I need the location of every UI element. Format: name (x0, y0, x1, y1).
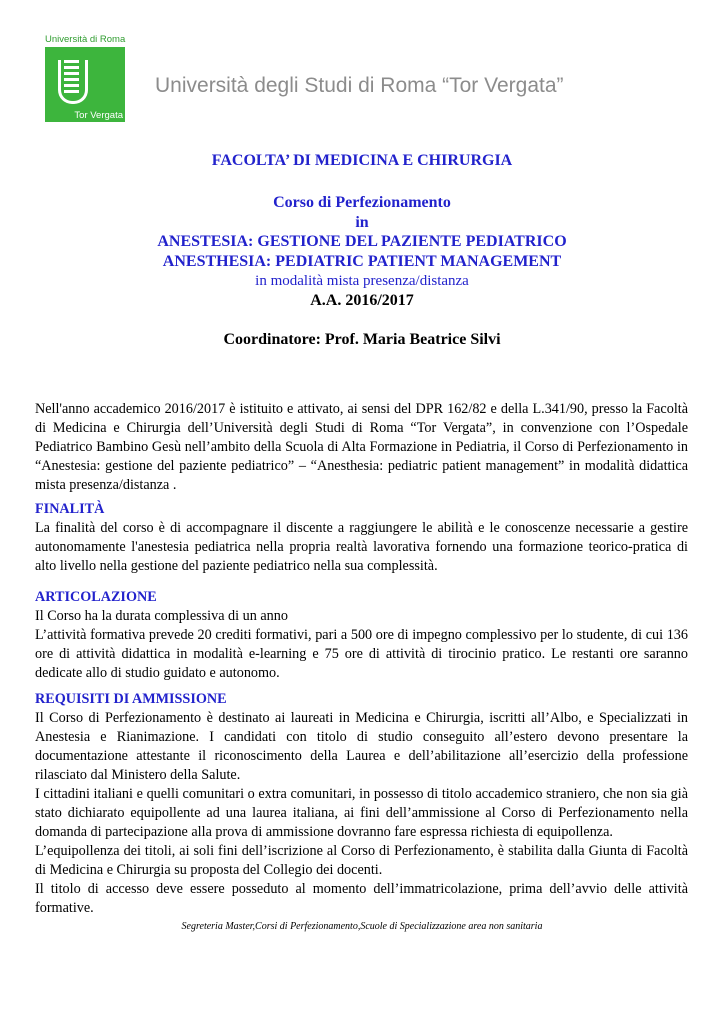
course-title-en: ANESTHESIA: PEDIATRIC PATIENT MANAGEMENT (162, 253, 562, 270)
coordinator: Coordinatore: Prof. Maria Beatrice Silvi (223, 331, 501, 348)
requisiti-text-1: Il Corso di Perfezionamento è destinato ai laureati in Medicina e Chirurgia, iscritti all’Albo, e Specializzati in Anestesia e Rianimazione. I candidati con titolo di studio conseguito all’estero devono presentare la documentazione attestante il riconoscimento della Laurea e dell’abilitazione all’esercizio della professione rilasciato dal Ministero della Salute. (35, 710, 688, 783)
section-articolazione (35, 588, 688, 683)
finalita-text: La finalità del corso è di accompagnare il discente a raggiungere le abilità e le conoscenze necessarie a gestire autonomamente l'anestesia pediatrica nella propria realtà lavorativa fornendo una formazione teorico-pratica di alto livello nella gestione del paziente pediatrico nella sua complessità. (35, 520, 688, 574)
faculty-title: FACOLTA’ DI MEDICINA E CHIRURGIA (211, 152, 513, 169)
logo-emblem (45, 47, 125, 122)
university-title: Università degli Studi di Roma “Tor Vergata” (155, 74, 564, 97)
section-title-requisiti: REQUISITI DI AMMISSIONE (35, 691, 227, 707)
requisiti-text-2: I cittadini italiani e quelli comunitari o extra comunitari, in possesso di titolo accademico straniero, che non sia già stato dichiarato equipollente ad una laurea italiana, ai fini dell’ammissione al Corso di Perfezionamento nella domanda di partecipazione alla prova di ammissione dovranno fare espressa richiesta di equipollenza. (35, 786, 688, 840)
section-finalita (35, 500, 688, 576)
articolazione-text-1: Il Corso ha la durata complessiva di un anno (35, 608, 288, 624)
course-in: in (355, 214, 369, 231)
course-title-it: ANESTESIA: GESTIONE DEL PAZIENTE PEDIATRICO (157, 233, 567, 250)
requisiti-text-4: Il titolo di accesso deve essere posseduto al momento dell’immatricolazione, prima dell’avvio delle attività formative. (35, 881, 688, 916)
page-footer: Segreteria Master,Corsi di Perfezionamento,Scuole di Specializzazione area non sanitaria (181, 921, 543, 932)
section-title-articolazione: ARTICOLAZIONE (35, 589, 157, 605)
intro-paragraph (35, 400, 688, 495)
course-type: Corso di Perfezionamento (273, 194, 451, 211)
academic-year: A.A. 2016/2017 (310, 292, 414, 309)
requisiti-text-3: L’equipollenza dei titoli, ai soli fini dell’iscrizione al Corso di Perfezionamento, è stabilita dalla Giunta di Facoltà di Medicina e Chirurgia su proposta del Collegio dei docenti. (35, 843, 688, 878)
intro-text: Nell'anno accademico 2016/2017 è istituito e attivato, ai sensi del DPR 162/82 e della L.341/90, presso la Facoltà di Medicina e Chirurgia dell’Università degli Studi di Roma “Tor Vergata”, in convenzione con l’Ospedale Pediatrico Bambino Gesù nell’ambito della Scuola di Alta Formazione in Pediatria, il Corso di Perfezionamento in “Anestesia: gestione del paziente pediatrico” – “Anesthesia: pediatric patient management” in modalità didattica mista presenza/distanza . (35, 401, 688, 493)
course-mode: in modalità mista presenza/distanza (255, 273, 469, 289)
university-logo (45, 34, 125, 122)
section-requisiti (35, 690, 688, 918)
articolazione-text-2: L’attività formativa prevede 20 crediti formativi, pari a 500 ore di impegno complessivo per lo studente, di cui 136 ore di attività didattica in modalità e-learning e 75 ore di attività di tirocinio pratico. Le restanti ore saranno dedicate allo di studio guidato e autonomo. (35, 627, 688, 681)
logo-bottom-text: Tor Vergata (67, 109, 125, 122)
logo-top-text: Università di Roma (45, 34, 126, 45)
logo-stripes (64, 60, 79, 95)
section-title-finalita: FINALITÀ (35, 501, 105, 517)
